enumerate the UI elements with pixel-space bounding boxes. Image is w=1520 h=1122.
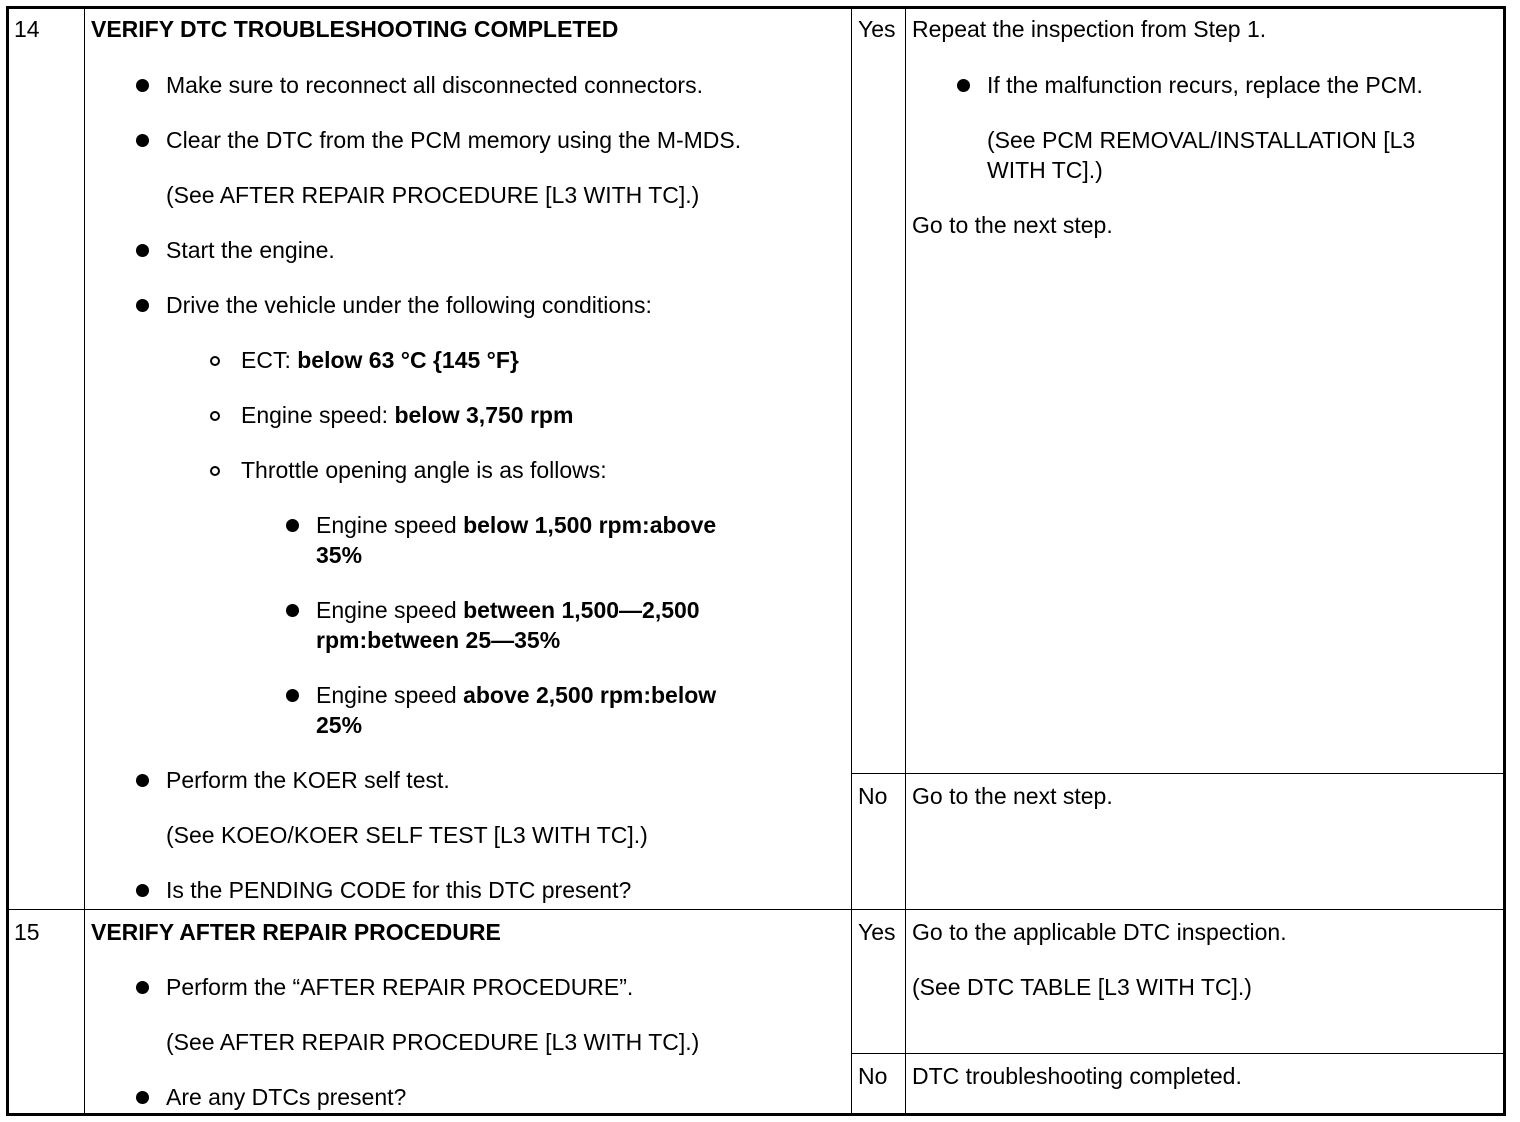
yes-label: Yes xyxy=(858,919,896,945)
bullet-icon xyxy=(286,604,299,617)
result-divider xyxy=(851,773,1503,774)
bullet-icon xyxy=(136,299,149,312)
sub-bullet-icon xyxy=(210,466,220,476)
condition-label: Engine speed xyxy=(316,512,464,538)
instruction-text: Clear the DTC from the PCM memory using the M-MDS. xyxy=(166,127,742,153)
condition-label: ECT: xyxy=(241,347,298,373)
result-divider xyxy=(851,1053,1503,1054)
no-label: No xyxy=(858,783,888,809)
instruction-text: Start the engine. xyxy=(166,237,335,263)
step-title: VERIFY DTC TROUBLESHOOTING COMPLETED xyxy=(91,16,619,42)
condition-text xyxy=(241,346,519,374)
condition-label: Engine speed xyxy=(316,597,464,623)
bullet-icon xyxy=(286,689,299,702)
question-text: Are any DTCs present? xyxy=(166,1084,407,1110)
action-text: If the malfunction recurs, replace the PCM. xyxy=(987,72,1423,98)
troubleshooting-table xyxy=(6,6,1506,1116)
instruction-text: Drive the vehicle under the following conditions: xyxy=(166,292,652,318)
bullet-icon xyxy=(136,79,149,92)
column-divider xyxy=(84,9,85,1113)
instruction-text: Perform the KOER self test. xyxy=(166,767,450,793)
reference-link[interactable]: (See AFTER REPAIR PROCEDURE [L3 WITH TC].) xyxy=(166,182,700,208)
reference-link[interactable]: WITH TC].) xyxy=(987,157,1103,183)
step-title: VERIFY AFTER REPAIR PROCEDURE xyxy=(91,919,501,945)
column-divider xyxy=(905,9,906,1113)
bullet-icon xyxy=(957,79,970,92)
action-text: Go to the next step. xyxy=(912,783,1113,809)
bullet-icon xyxy=(136,981,149,994)
step-number: 15 xyxy=(14,919,40,945)
question-text: Is the PENDING CODE for this DTC present? xyxy=(166,877,632,903)
row-divider xyxy=(9,909,1503,910)
reference-link[interactable]: (See AFTER REPAIR PROCEDURE [L3 WITH TC].) xyxy=(166,1029,700,1055)
throttle-condition xyxy=(316,681,716,709)
bullet-icon xyxy=(286,519,299,532)
action-text: Go to the applicable DTC inspection. xyxy=(912,919,1287,945)
action-text: Repeat the inspection from Step 1. xyxy=(912,16,1267,42)
no-label: No xyxy=(858,1063,888,1089)
column-divider xyxy=(851,9,852,1113)
condition-value: 35% xyxy=(316,542,363,568)
condition-text xyxy=(241,401,573,429)
throttle-condition xyxy=(316,511,716,539)
instruction-text: Make sure to reconnect all disconnected connectors. xyxy=(166,72,703,98)
yes-label: Yes xyxy=(858,16,896,42)
throttle-condition xyxy=(316,596,700,624)
condition-value: below 3,750 rpm xyxy=(394,402,574,428)
condition-value: above 2,500 rpm:below xyxy=(463,682,717,708)
condition-value: 25% xyxy=(316,712,363,738)
condition-label: Engine speed: xyxy=(241,402,395,428)
action-text: DTC troubleshooting completed. xyxy=(912,1063,1242,1089)
condition-value: below 1,500 rpm:above xyxy=(463,512,717,538)
condition-text: Throttle opening angle is as follows: xyxy=(241,457,607,483)
reference-link[interactable]: (See KOEO/KOER SELF TEST [L3 WITH TC].) xyxy=(166,822,648,848)
bullet-icon xyxy=(136,774,149,787)
condition-value: rpm:between 25—35% xyxy=(316,627,561,653)
instruction-text: Perform the “AFTER REPAIR PROCEDURE”. xyxy=(166,974,634,1000)
condition-value: between 1,500—2,500 xyxy=(463,597,700,623)
bullet-icon xyxy=(136,884,149,897)
condition-label: Engine speed xyxy=(316,682,464,708)
condition-value: below 63 °C {145 °F} xyxy=(297,347,519,373)
action-text: Go to the next step. xyxy=(912,212,1113,238)
sub-bullet-icon xyxy=(210,356,220,366)
bullet-icon xyxy=(136,244,149,257)
bullet-icon xyxy=(136,134,149,147)
bullet-icon xyxy=(136,1091,149,1104)
reference-link[interactable]: (See PCM REMOVAL/INSTALLATION [L3 xyxy=(987,127,1416,153)
sub-bullet-icon xyxy=(210,411,220,421)
step-number: 14 xyxy=(14,16,40,42)
reference-link[interactable]: (See DTC TABLE [L3 WITH TC].) xyxy=(912,974,1252,1000)
